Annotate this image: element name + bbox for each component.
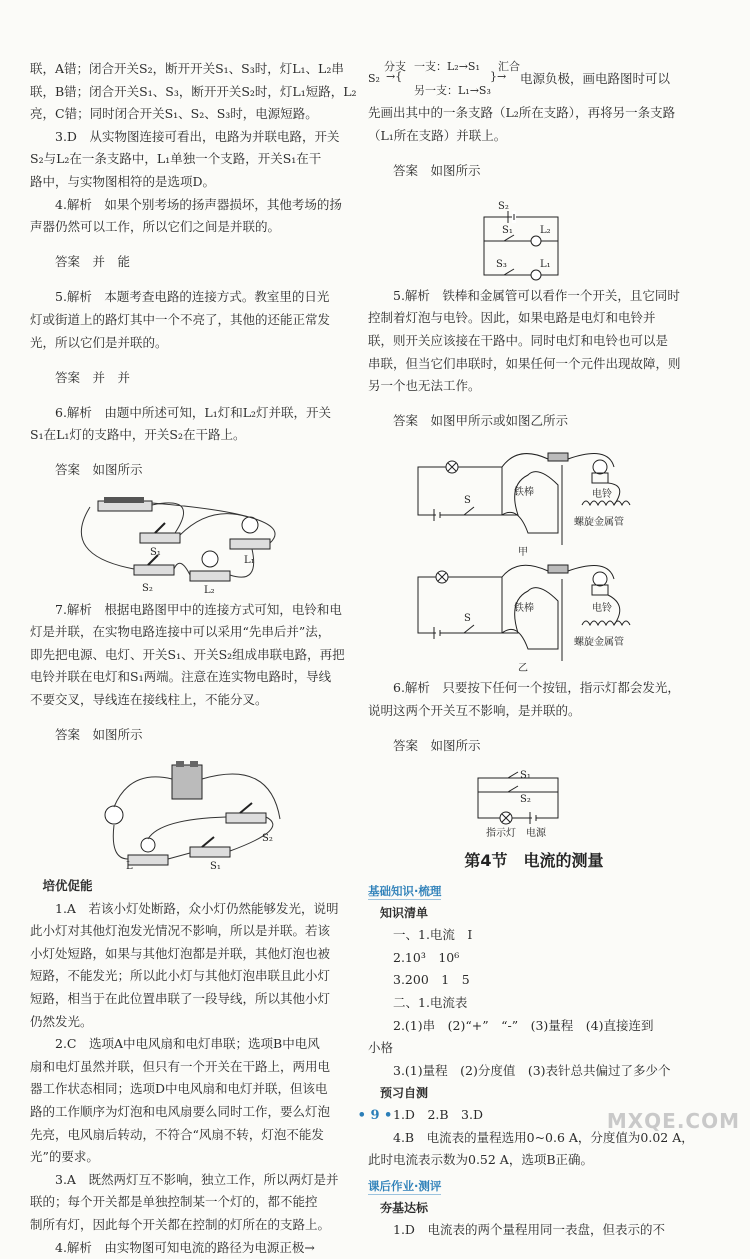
lamp-label: 指示灯: [486, 828, 516, 840]
p2-line: 光”的要求。: [30, 1149, 99, 1165]
q6-circuit-figure: [368, 770, 700, 840]
q6-line: 6.解析 由题中所述可知，L₁灯和L₂灯并联，开关: [55, 404, 332, 420]
q3-line: 路中，与实物图相符的是选项D。: [30, 173, 216, 189]
q7-line: 不要交叉，导线连在接线柱上，不能分叉。: [30, 691, 268, 707]
s1-label: S₁: [520, 770, 531, 782]
p1-line: 短路，不能发光；所以此小灯与其他灯泡串联且此小灯: [30, 968, 331, 984]
peiyou-heading: 培优促能: [42, 878, 93, 894]
flow-arrow-icon: →{: [386, 70, 403, 83]
kehou-heading: 课后作业·测评: [368, 1179, 442, 1194]
p2-line: 2.C 选项A中电风扇和电灯串联；选项B中电风: [55, 1036, 320, 1052]
p1-line: 小灯处短路，如果与其他灯泡都是并联，其他灯泡也被: [30, 945, 331, 961]
watermark: MXQE.COM: [606, 1109, 740, 1133]
flow-merge: 汇合: [498, 60, 520, 73]
figure-a-caption: 甲: [518, 547, 528, 558]
s-label: S: [464, 495, 471, 507]
k-line: 一、1.电流 I: [393, 927, 473, 943]
text-line: 联，A错；闭合开关S₂，断开开关S₁、S₃时，灯L₁、L₂串: [30, 61, 344, 76]
tube-label: 螺旋金属管: [574, 517, 624, 529]
flow-diagram: [368, 58, 700, 102]
s-label: S: [464, 613, 471, 625]
s2-label: S₂: [520, 794, 531, 806]
y-line: 此时电流表示数为0.52 A，选项B正确。: [368, 1152, 594, 1168]
q4-line: 4.解析 如果个别考场的扬声器损坏，其他考场的扬: [55, 196, 342, 212]
q3-line: 3.D 从实物图连接可看出，电路为并联电路，开关: [55, 128, 340, 144]
f1-line: （L₁所在支路）并联上。: [368, 127, 507, 143]
section-title: 第4节 电流的测量: [464, 851, 604, 871]
p2-line: 器工作状态相同；选项D中电风扇和电灯并联，但该电: [30, 1081, 328, 1097]
d-line: 1.D 电流表的两个量程用同一表盘，但表示的不: [393, 1222, 665, 1238]
s1-label: S₁: [150, 546, 161, 558]
q5-answer: 答案 并 并: [55, 369, 131, 385]
s2-label: S₂: [498, 200, 509, 212]
p3-line: 制所有灯，因此每个开关都在控制的灯所在的支路上。: [30, 1216, 331, 1232]
l1-label: L₁: [540, 258, 551, 270]
q6-circuit-figure: [30, 495, 358, 595]
p1-line: 短路，相当于在此位置串联了一段导线，所以其他小灯: [30, 991, 331, 1007]
q7-circuit-svg: [30, 759, 358, 871]
q4-circuit-figure: [368, 195, 700, 281]
p4-line: 4.解析 由实物图可知电流的路径为电源正极→: [55, 1239, 315, 1255]
s1-label: S₁: [210, 861, 221, 872]
q6-circuit-svg: [368, 770, 700, 840]
tube-label: 螺旋金属管: [574, 637, 624, 649]
q5-figure-b-svg: [368, 561, 700, 673]
figure-b-caption: 乙: [518, 663, 528, 674]
text-line: 联，B错；闭合开关S₁、S₃，断开开关S₂时，灯L₁短路，L₂: [30, 83, 357, 99]
zhishi-heading: 知识清单: [380, 906, 429, 921]
bell-label: 电铃: [592, 603, 612, 615]
q7-answer: 答案 如图所示: [55, 726, 143, 742]
l1-label: L₁: [244, 554, 255, 566]
p3-line: 3.A 既然两灯互不影响，独立工作，所以两灯是并: [55, 1171, 339, 1187]
text-line: 亮，C错；同时闭合开关S₁、S₂、S₃时，电源短路。: [30, 106, 318, 122]
q5-line: 灯或街道上的路灯其中一个不亮了，其他的还能正常发: [30, 311, 331, 327]
q6-answer: 答案 如图所示: [55, 462, 143, 478]
p2-line: 扇和电灯虽然并联，但只有一个开关在干路上，两用电: [30, 1058, 331, 1074]
s1-label: S₁: [502, 224, 513, 236]
q4-line: 声器仍然可以工作，所以它们之间是并联的。: [30, 219, 281, 235]
p1-line: 此小灯对其他灯泡发光情况不影响，所以是并联。若该: [30, 923, 331, 939]
left-column: [30, 58, 358, 1259]
p2-line: 先亮，电风扇后转动，不符合“风扇不转，灯泡不能发: [30, 1126, 324, 1142]
right-column: [368, 58, 700, 1242]
q6-line: 6.解析 只要按下任何一个按钮，指示灯都会发光，: [393, 680, 680, 696]
f1-line: 先画出其中的一条支路（L₂所在支路），再将另一条支路: [368, 105, 676, 120]
q7-line: 即先把电源、电灯、开关S₁、开关S₂组成串联电路，再把: [30, 646, 345, 662]
flow-branch-1: 一支：L₂→S₁: [414, 60, 480, 73]
p1-line: 仍然发光。: [30, 1013, 93, 1029]
s3-label: S₃: [496, 258, 507, 270]
jichu-heading: 基础知识·梳理: [368, 884, 442, 899]
q5-figure-b: [368, 561, 700, 673]
duoji-heading: 夯基达标: [380, 1201, 429, 1216]
yuxi-heading: 预习自测: [380, 1086, 429, 1101]
k-line: 3.(1)量程 (2)分度值 (3)表针总共偏过了多少个: [393, 1062, 671, 1078]
q5-figure-a-svg: [368, 445, 700, 557]
q5-line: 另一个也无法工作。: [368, 378, 481, 394]
q3-line: S₂与L₂在一条支路中，L₁单独一个支路，开关S₁在干: [30, 151, 322, 167]
p3-line: 联的；每个开关都是单独控制某一个灯的，都不能控: [30, 1194, 318, 1210]
s2-label: S₂: [142, 582, 153, 594]
flow-s2: S₂: [368, 72, 380, 85]
q6-line: S₁在L₁灯的支路中，开关S₂在干路上。: [30, 427, 246, 443]
k-line: 2.(1)串 (2)“+” “-” (3)量程 (4)直接连到: [393, 1017, 654, 1033]
k-line: 二、1.电流表: [393, 994, 468, 1010]
l2-label: L₂: [204, 584, 215, 595]
q5-line: 控制着灯泡与电铃。因此，如果电路是电灯和电铃并: [368, 310, 656, 326]
y-line: 4.B 电流表的量程选用0~0.6 A，分度值为0.02 A，: [393, 1129, 694, 1145]
rod-label: 铁棒: [514, 487, 534, 499]
q4-answer: 答案 如图所示: [393, 162, 481, 178]
k-line: 小格: [368, 1040, 394, 1056]
q5-answer: 答案 如图甲所示或如图乙所示: [393, 413, 569, 429]
bell-label: 电铃: [592, 489, 612, 501]
p1-line: 1.A 若该小灯处断路，众小灯仍然能够发光，说明: [55, 900, 339, 916]
q7-line: 灯是并联，在实物电路连接中可以采用“先串后并”法，: [30, 624, 331, 640]
y-line: 1.D 2.B 3.D: [393, 1107, 484, 1123]
q7-line: 电铃并联在电灯和S₁两端。注意在连实物电路时，导线: [30, 669, 332, 685]
flow-split: 分支: [384, 60, 406, 73]
q5-line: 5.解析 铁棒和金属管可以看作一个开关，且它同时: [393, 287, 680, 303]
q7-circuit-figure: [30, 759, 358, 871]
flow-branch-2: 另一支：L₁→S₃: [414, 84, 491, 97]
q5-line: 联，则开关应该接在干路中。同时电灯和电铃也可以是: [368, 332, 669, 348]
flow-end: 电源负极，画电路图时可以: [520, 71, 671, 86]
q7-line: 7.解析 根据电路图甲中的连接方式可知，电铃和电: [55, 601, 342, 617]
q6-circuit-svg: [30, 495, 358, 595]
q4-circuit-svg: [368, 195, 700, 281]
source-label: 电源: [526, 828, 546, 840]
q4-answer: 答案 并 能: [55, 254, 131, 270]
s2-label: S₂: [262, 833, 273, 845]
q6-line: 说明这两个开关互不影响，是并联的。: [368, 702, 581, 718]
page-number: • 9 •: [357, 1108, 393, 1123]
k-line: 2.10³ 10⁶: [393, 949, 460, 965]
q6-answer: 答案 如图所示: [393, 738, 481, 754]
p2-line: 路的工作顺序为灯泡和电风扇要么同时工作，要么灯泡: [30, 1104, 331, 1119]
q5-line: 5.解析 本题考查电路的连接方式。教室里的日光: [55, 289, 330, 305]
flow-brace-icon: }→: [490, 70, 507, 83]
l2-label: L₂: [540, 224, 551, 236]
q5-line: 串联，但当它们串联时，如果任何一个元件出现故障，则: [368, 355, 681, 371]
q5-figure-a: [368, 445, 700, 557]
l-label: L: [126, 861, 133, 872]
q5-line: 光，所以它们是并联的。: [30, 334, 168, 350]
k-line: 3.200 1 5: [393, 972, 470, 988]
rod-label: 铁棒: [514, 603, 534, 615]
